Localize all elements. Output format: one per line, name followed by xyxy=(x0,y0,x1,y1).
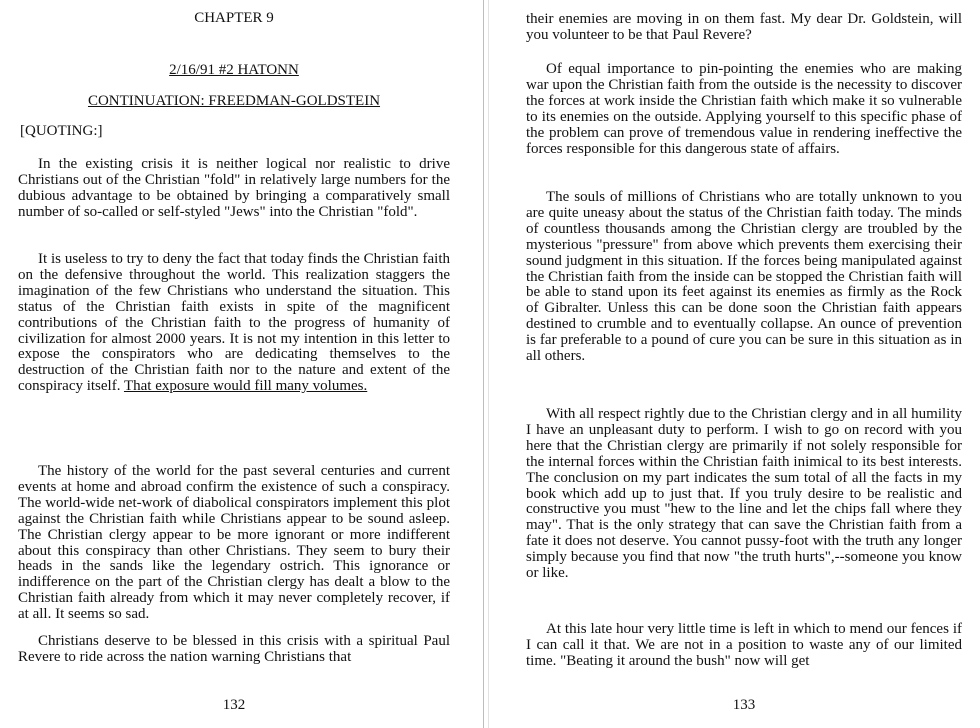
paragraph: With all respect rightly due to the Christian clergy and in all humility I have an unpleasant duty to perform. I wish to go on record with you here that the Christian clergy are primarily if not solely responsible for the internal forces within the Christian faith inimical to its best interests. The conclusion on my part indicates the sum total of all the facts in my book which add up to just that. If you truly desire to be realistic and constructive you must "hew to the line and let the chips fall where they may". That is the only strategy that can save the Christian faith from a fate it does not deserve. You cannot pussy-foot with the truth any longer simply because you find that now "the truth hurts",--someone you know or like. xyxy=(526,406,962,582)
left-page xyxy=(18,0,450,728)
paragraph xyxy=(18,252,450,395)
quoting-label: [QUOTING:] xyxy=(20,123,103,139)
paragraph: In the existing crisis it is neither logical nor realistic to drive Christians out of the Christian "fold" in relatively large numbers for the dubious advantage to be obtained by bringing a comparatively small number of so-called or self-styled "Jews" into the Christian "fold". xyxy=(18,156,450,220)
paragraph-text: It is useless to try to deny the fact that today finds the Christian faith on the defensive throughout the world. This realization staggers the imagination of the few Christians who understand the situation. This status of the Christian faith exists in spite of the magnificent contributions of the Christian faith to the progress of humanity of civilization for almost 2000 years. It is not my intention in this letter to expose the conspirators who are dedicating themselves to the destruction of the Christian faith nor to the nature and extent of the conspiracy itself. xyxy=(18,251,450,395)
page-number: 133 xyxy=(732,697,756,713)
paragraph: Christians deserve to be blessed in this crisis with a spiritual Paul Revere to ride across the nation warning Christians that xyxy=(18,633,450,665)
paragraph: Of equal importance to pin-pointing the enemies who are making war upon the Christian faith from the outside is the necessity to discover the forces at work inside the Christian faith which make it so vulnerable to its enemies on the outside. Applying yourself to this specific phase of the problem can prove of tremendous value in rendering ineffective the forces responsible for this dangerous state of affairs. xyxy=(526,61,962,157)
right-page xyxy=(526,0,962,728)
chapter-heading: CHAPTER 9 xyxy=(194,10,274,26)
paragraph: The history of the world for the past several centuries and current events at home and abroad confirm the existence of such a conspiracy. The world-wide net-work of diabolical conspirators implement this plot against the Christian faith while Christians appear to be sound asleep. The Christian clergy appear to be more ignorant or more indifferent about this conspiracy than other Christians. They seem to bury their heads in the sands like the legendary ostrich. This ignorance or indifference on the part of the Christian clergy has dealt a blow to the Christian faith already from which it may never completely recover, if at all. It seems so sad. xyxy=(18,463,450,623)
page-gutter-shadow xyxy=(488,0,489,728)
page-number: 132 xyxy=(222,697,246,713)
paragraph: their enemies are moving in on them fast. My dear Dr. Goldstein, will you volunteer to be that Paul Revere? xyxy=(526,11,962,43)
continuation-heading: CONTINUATION: FREEDMAN-GOLDSTEIN xyxy=(87,93,381,109)
page-gutter xyxy=(483,0,484,728)
dateline-heading: 2/16/91 #2 HATONN xyxy=(169,62,299,78)
paragraph: At this late hour very little time is left in which to mend our fences if I can call it that. We are not in a position to waste any of our limited time. "Beating it around the bush" now will get xyxy=(526,621,962,669)
paragraph: The souls of millions of Christians who are totally unknown to you are quite uneasy about the status of the Christian faith today. The minds of countless thousands among the Christian clergy are troubled by the mysterious "pressure" from above which prevents them exercising their sound judgment in this situation. If the forces being manipulated against the Christian faith from the inside can be stopped the Christian faith will be able to stand upon its feet against its enemies as firmly as the Rock of Gibralter. Unless this can be done soon the Christian faith appears destined to crumble and to eventually collapse. An ounce of prevention is far preferable to a pound of cure you can be sure in this situation as in all others. xyxy=(526,189,962,365)
underlined-sentence: That exposure would fill many volumes. xyxy=(123,378,368,395)
